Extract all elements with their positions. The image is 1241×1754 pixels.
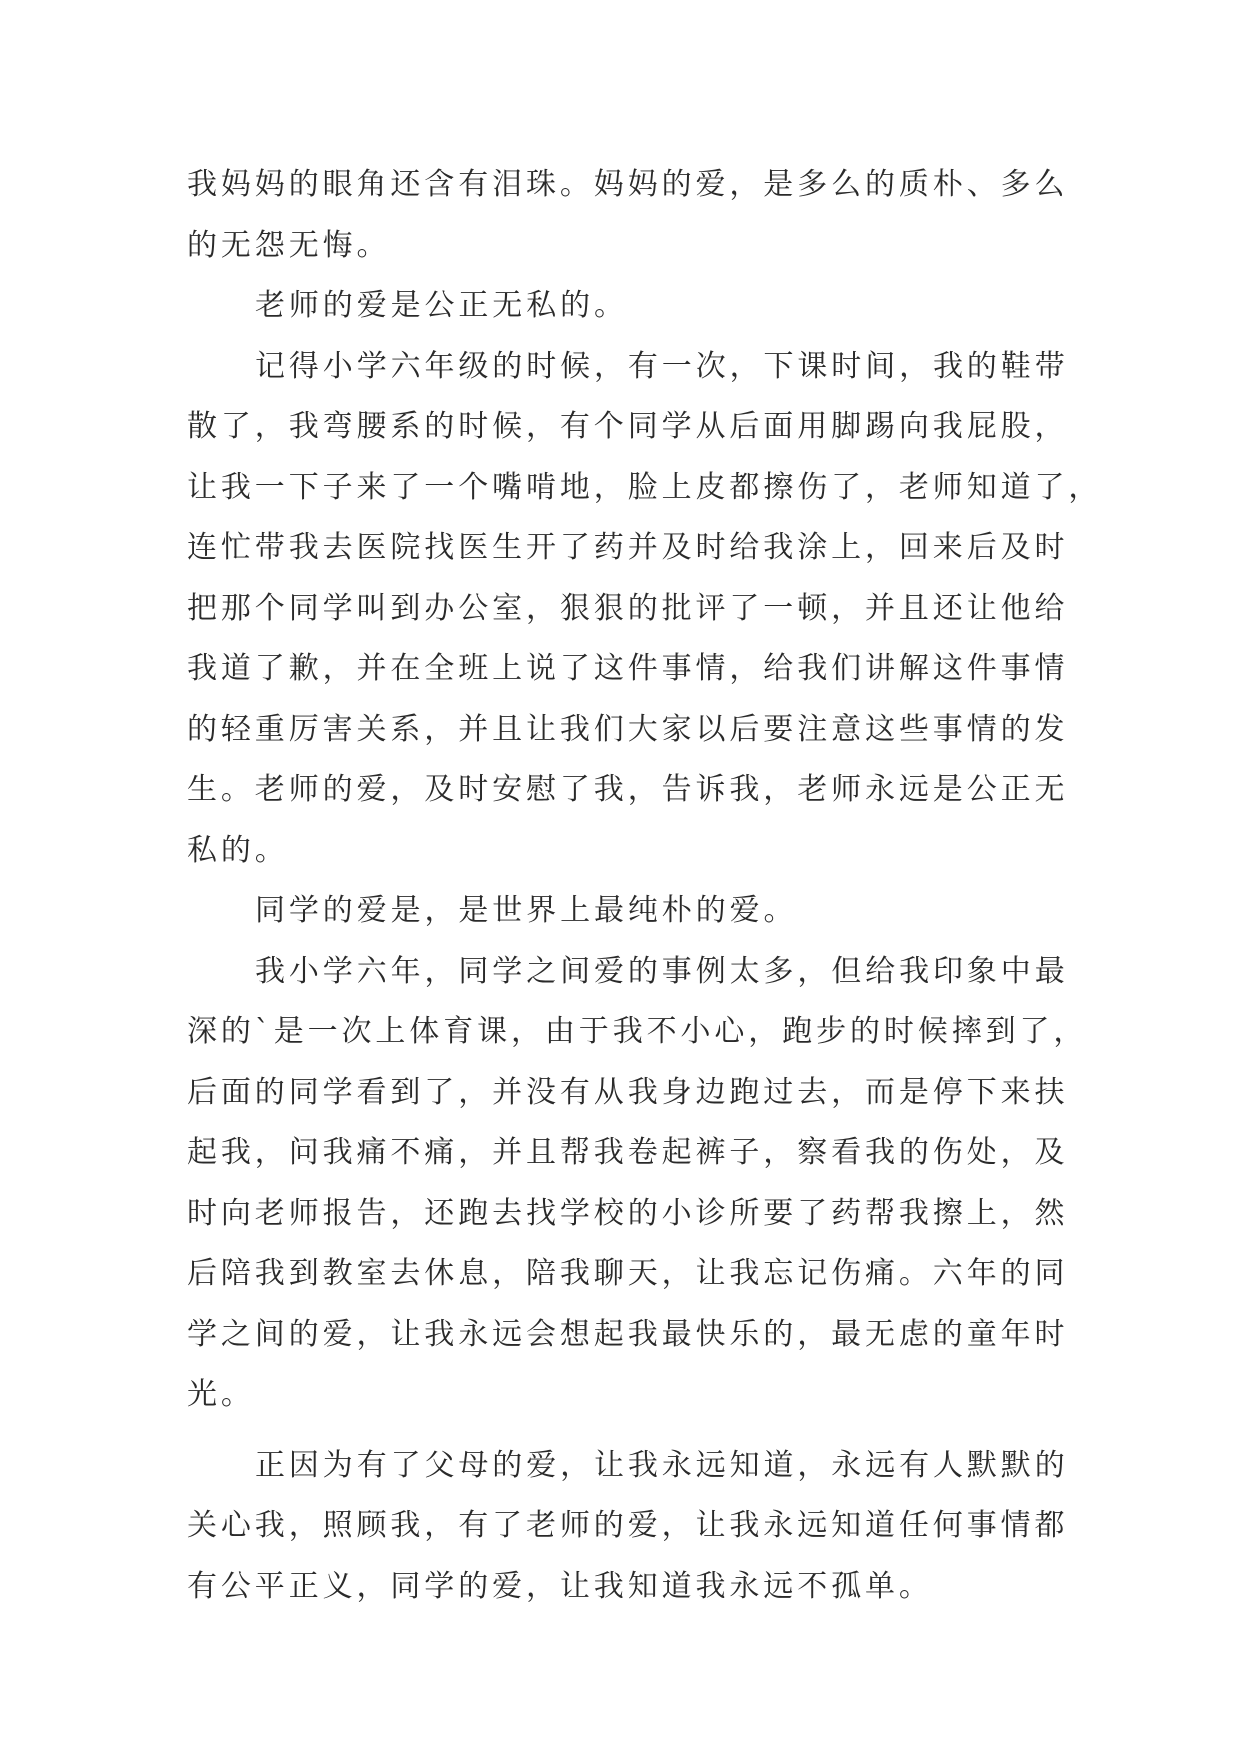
text-line: 我妈妈的眼角还含有泪珠。妈妈的爱，是多么的质朴、多么	[187, 167, 1069, 202]
text-line: 记得小学六年级的时候，有一次，下课时间，我的鞋带	[255, 348, 1069, 384]
text-line: 后面的同学看到了，并没有从我身边跑过去，而是停下来扶	[187, 1074, 1069, 1110]
text-line: 时向老师报告，还跑去找学校的小诊所要了药帮我擦上，然	[187, 1195, 1069, 1231]
text-line: 关心我，照顾我，有了老师的爱，让我永远知道任何事情都	[187, 1508, 1069, 1543]
text-line: 把那个同学叫到办公室，狠狠的批评了一顿，并且还让他给	[187, 590, 1069, 626]
text-line: 我道了歉，并在全班上说了这件事情，给我们讲解这件事情	[187, 651, 1069, 686]
body-text	[187, 155, 1103, 1617]
text-line: 深的`是一次上体育课，由于我不小心，跑步的时候摔到了，	[187, 1014, 1088, 1049]
text-line: 散了，我弯腰系的时候，有个同学从后面用脚踢向我屁股，	[187, 409, 1069, 444]
paragraph-teacher-heading: 老师的爱是公正无私的。	[255, 288, 628, 323]
text-line: 生。老师的爱，及时安慰了我，告诉我，老师永远是公正无	[187, 772, 1069, 807]
text-line: 有公平正义，同学的爱，让我知道我永远不孤单。	[187, 1568, 933, 1604]
text-line: 的轻重厉害关系，并且让我们大家以后要注意这些事情的发	[187, 711, 1069, 747]
text-line: 学之间的爱，让我永远会想起我最快乐的，最无虑的童年时	[187, 1316, 1069, 1352]
text-line: 正因为有了父母的爱，让我永远知道，永远有人默默的	[255, 1447, 1069, 1483]
text-line: 起我，问我痛不痛，并且帮我卷起裤子，察看我的伤处，及	[187, 1135, 1069, 1170]
text-line: 连忙带我去医院找医生开了药并及时给我涂上，回来后及时	[187, 530, 1069, 565]
text-line: 光。	[187, 1377, 255, 1412]
text-line: 后陪我到教室去休息，陪我聊天，让我忘记伤痛。六年的同	[187, 1256, 1069, 1291]
text-line: 的无怨无悔。	[187, 227, 391, 263]
paragraph-classmate-heading: 同学的爱是，是世界上最纯朴的爱。	[255, 893, 798, 928]
text-line: 让我一下子来了一个嘴啃地，脸上皮都擦伤了，老师知道了，	[187, 469, 1103, 505]
text-line: 私的。	[187, 832, 289, 868]
text-line: 我小学六年，同学之间爱的事例太多，但给我印象中最	[255, 953, 1069, 989]
